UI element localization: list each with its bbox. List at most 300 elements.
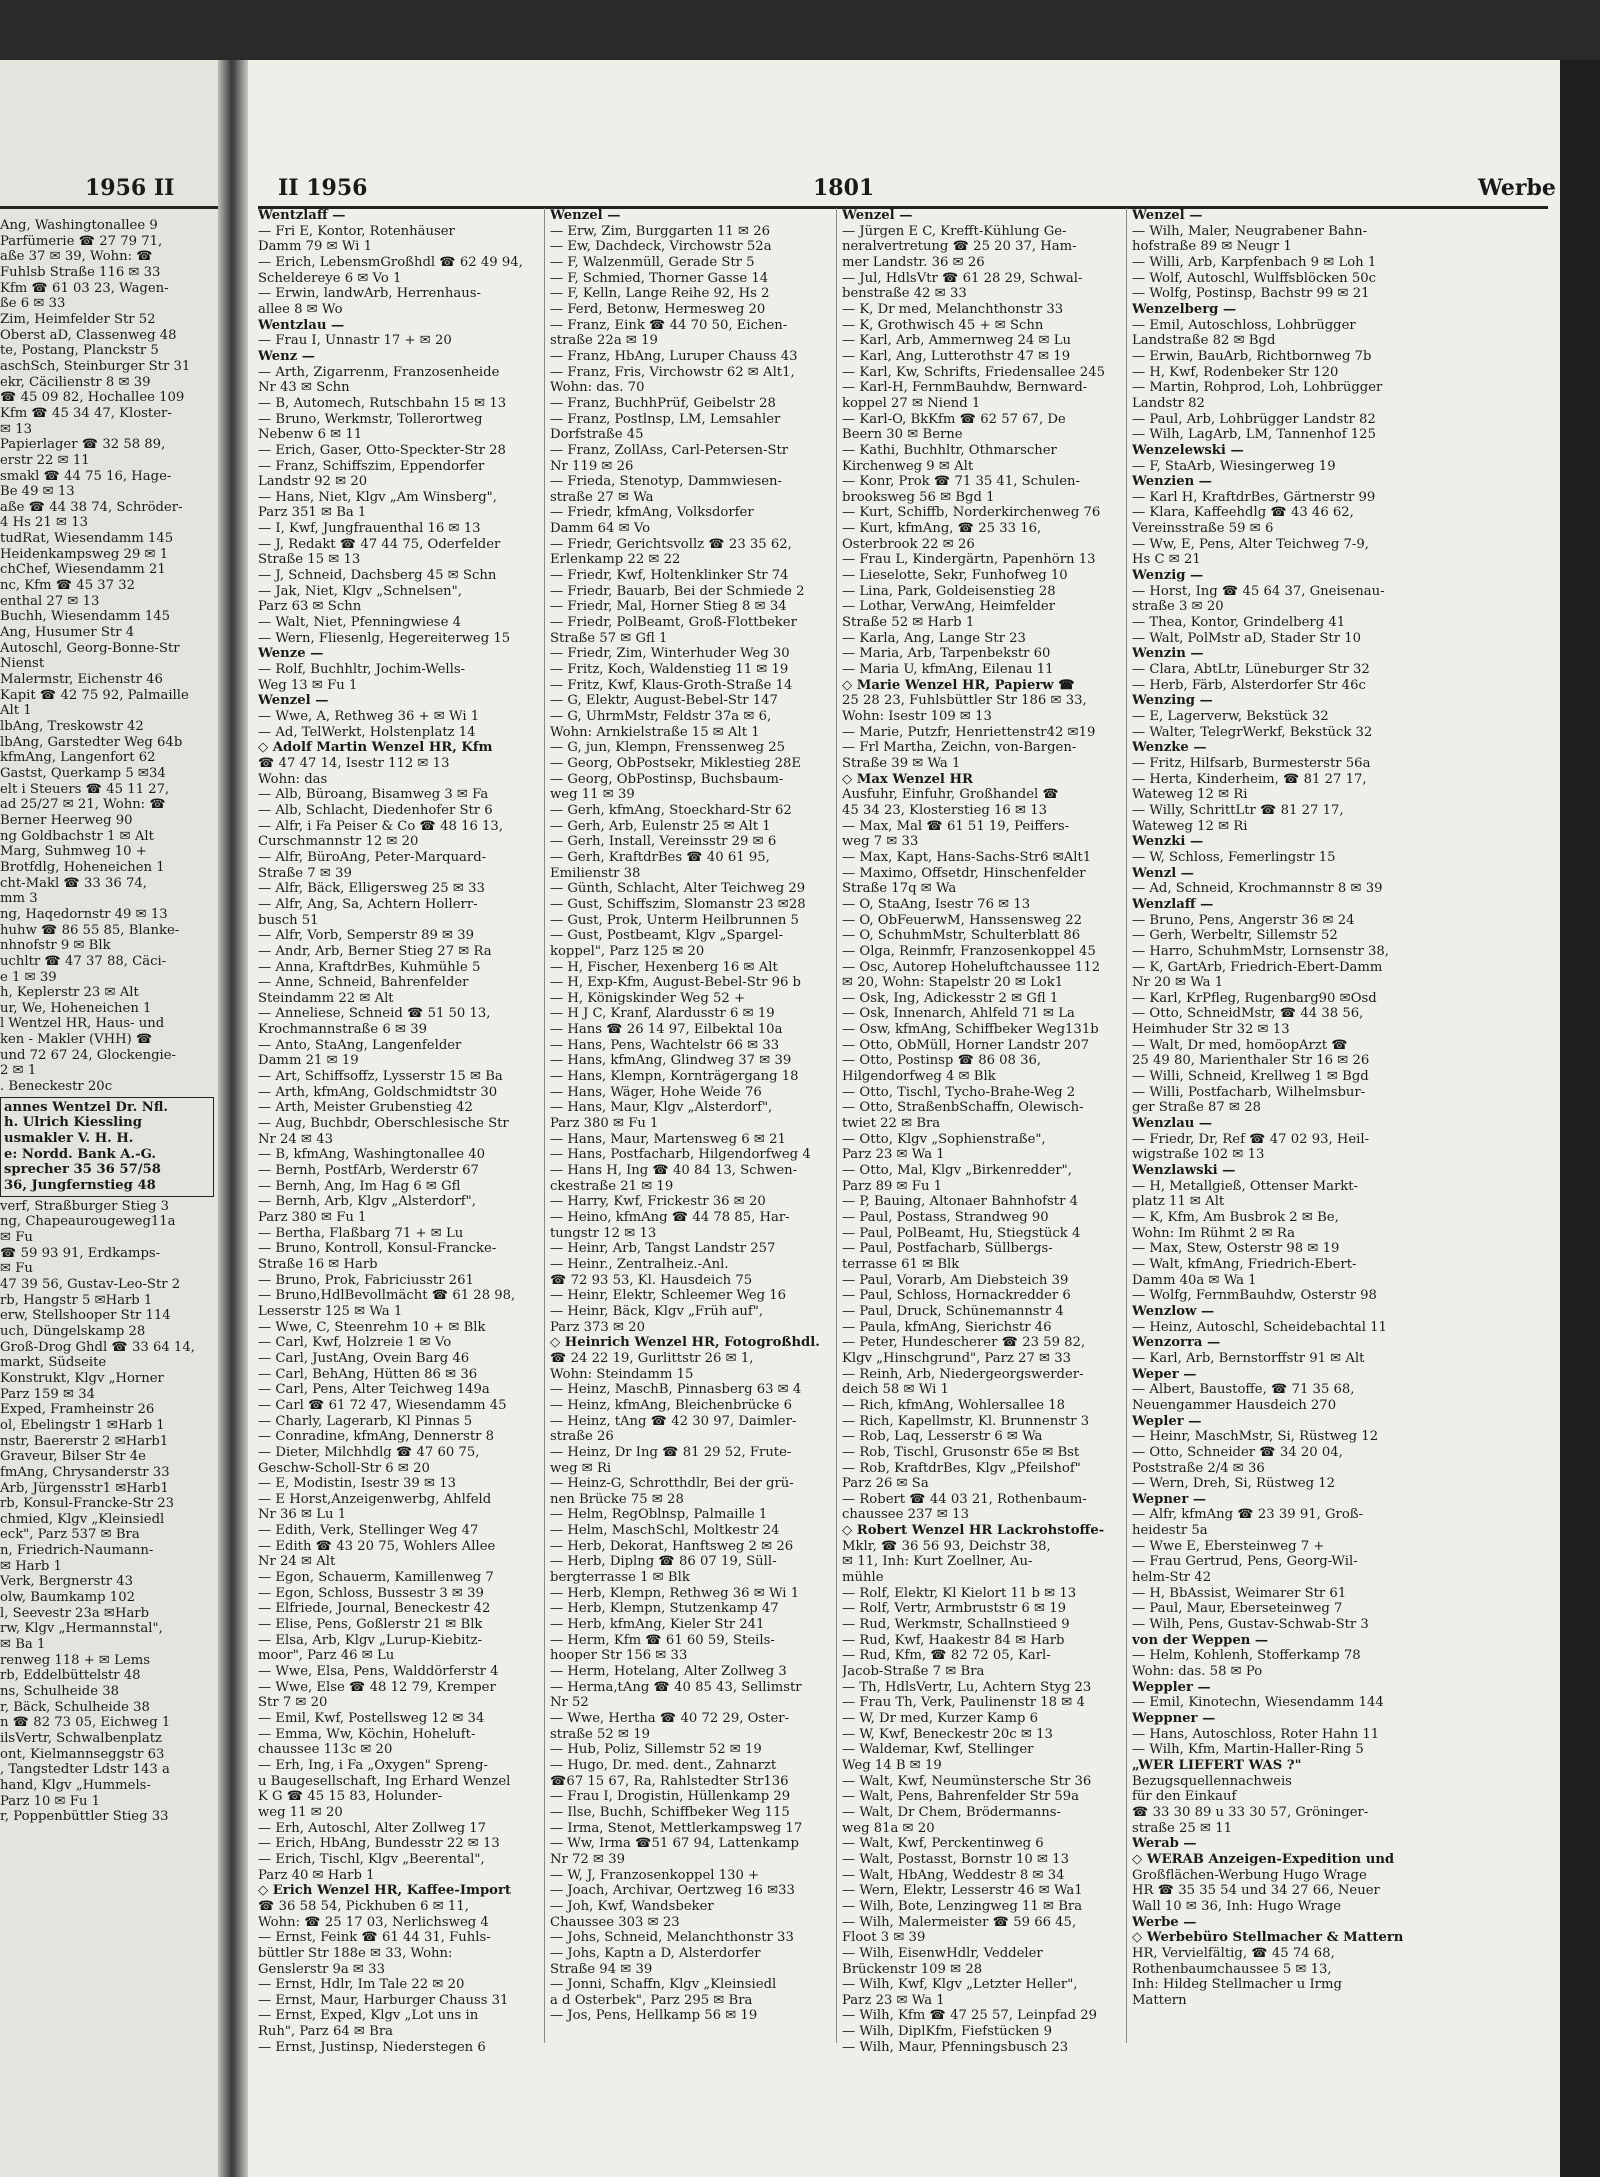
directory-entry-line: weg 7 ✉ 33 (842, 834, 919, 850)
page-number: 1801 (813, 175, 875, 201)
directory-entry-line: Dorfstraße 45 (550, 427, 644, 443)
directory-entry-line: — Ad, Schneid, Krochmannstr 8 ✉ 39 (1132, 881, 1383, 897)
directory-entry-line: markt, Südseite (0, 1355, 107, 1371)
directory-entry-line: rb, Konsul-Francke-Str 23 (0, 1496, 175, 1512)
directory-entry-line: ☎ 45 09 82, Hochallee 109 (0, 390, 185, 406)
directory-entry-line: platz 11 ✉ Alt (1132, 1194, 1225, 1210)
directory-entry-line: — Max, Mal ☎ 61 51 19, Peiffers- (842, 818, 1070, 834)
directory-entry-line: — Willy, SchrittLtr ☎ 81 27 17, (1132, 802, 1344, 818)
directory-entry-line: mer Landstr. 36 ✉ 26 (842, 254, 985, 270)
directory-entry-line: — Rich, kfmAng, Wohlersallee 18 (842, 1397, 1066, 1413)
directory-entry-line: — Walt, Kwf, Perckentinweg 6 (842, 1836, 1044, 1852)
directory-entry-line: mm 3 (0, 891, 38, 907)
column-4 (1132, 208, 1418, 2008)
directory-entry-line: Osterbrook 22 ✉ 26 (842, 536, 975, 552)
directory-entry-line: — Alb, Schlacht, Diedenhofer Str 6 (258, 802, 493, 818)
directory-entry-line: Landstraße 82 ✉ Bgd (1132, 333, 1276, 349)
directory-entry-line: Hilgendorfweg 4 ✉ Blk (842, 1069, 996, 1085)
directory-entry-line: erw, Stellshooper Str 114 (0, 1308, 171, 1324)
directory-entry-line: — Helm, MaschSchl, Moltkestr 24 (550, 1523, 780, 1539)
directory-entry-line: für den Einkauf (1132, 1789, 1237, 1805)
directory-entry-line: h. Ulrich Kiessling (4, 1115, 142, 1131)
directory-entry-line: r, Poppenbüttler Stieg 33 (0, 1809, 169, 1825)
directory-entry-line: chmied, Klgv „Kleinsiedl (0, 1511, 165, 1527)
directory-entry-line: — Conradine, kfmAng, Dennerstr 8 (258, 1429, 495, 1445)
directory-entry-line: — Franz, Schiffszim, Eppendorfer (258, 458, 485, 474)
directory-entry-line: — Wern, Elektr, Lesserstr 46 ✉ Wa1 (842, 1883, 1083, 1899)
directory-entry-line: hooper Str 156 ✉ 33 (550, 1648, 688, 1664)
directory-entry-line: — Franz, ZollAss, Carl-Petersen-Str (550, 442, 789, 458)
directory-entry-line: — Bruno, Prok, Fabriciusstr 261 (258, 1272, 474, 1288)
directory-entry-line: Wohn: ☎ 25 17 03, Nerlichsweg 4 (258, 1914, 489, 1930)
directory-entry-line: — Heinr, Bäck, Klgv „Früh auf", (550, 1303, 764, 1319)
directory-entry-line: — Friedr, Dr, Ref ☎ 47 02 93, Heil- (1132, 1131, 1370, 1147)
directory-entry-line: — Heino, kfmAng ☎ 44 78 85, Har- (550, 1210, 790, 1225)
directory-entry-line: — Bernh, Ang, Im Hag 6 ✉ Gfl (258, 1178, 461, 1194)
directory-entry-line: Wenzorra — (1132, 1335, 1221, 1351)
directory-entry-line: — Emil, Kinotechn, Wiesendamm 144 (1132, 1695, 1384, 1711)
directory-entry-line: Gastst, Querkamp 5 ✉34 (0, 765, 166, 781)
directory-entry-line: — Paul, PolBeamt, Hu, Stiegstück 4 (842, 1225, 1081, 1241)
directory-entry-line: Zim, Heimfelder Str 52 (0, 311, 156, 327)
directory-entry-line: Rothenbaumchaussee 5 ✉ 13, (1132, 1961, 1332, 1977)
directory-entry-line: ilsVertr, Schwalbenplatz (0, 1731, 162, 1746)
directory-entry-line: 45 34 23, Klosterstieg 16 ✉ 13 (842, 802, 1048, 818)
column-divider-3 (1126, 208, 1127, 2043)
directory-entry-line: — Gust, Prok, Unterm Heilbrunnen 5 (550, 912, 799, 928)
directory-entry-line: Wepler — (1132, 1413, 1202, 1429)
directory-entry-line: — Heinz, kfmAng, Bleichenbrücke 6 (550, 1397, 793, 1413)
directory-entry-line: — O, ObFeuerwM, Hanssensweg 22 (842, 912, 1083, 928)
directory-entry-line: — Rob, Tischl, Grusonstr 65e ✉ Bst (842, 1444, 1080, 1460)
directory-entry-line: — Paul, Arb, Lohbrügger Landstr 82 (1132, 411, 1376, 427)
directory-entry-line: — W, Schloss, Femerlingstr 15 (1132, 849, 1336, 865)
directory-entry-line: Lesserstr 125 ✉ Wa 1 (258, 1303, 403, 1319)
directory-entry-line: — H, Metallgieß, Ottenser Markt- (1132, 1178, 1359, 1194)
directory-entry-line: — Otto, SchneidMstr, ☎ 44 38 56, (1132, 1006, 1364, 1022)
directory-entry-line: Bezugsquellennachweis (1132, 1773, 1292, 1789)
directory-entry-line: Vereinsstraße 59 ✉ 6 (1132, 521, 1274, 537)
directory-entry-line: twiet 22 ✉ Bra (842, 1116, 941, 1132)
directory-entry-line: — Edith ☎ 43 20 75, Wohlers Allee (258, 1538, 496, 1554)
directory-entry-line: neralvertretung ☎ 25 20 37, Ham- (842, 239, 1077, 255)
directory-entry-line: Parz 351 ✉ Ba 1 (258, 505, 367, 521)
directory-entry-line: — Franz, Postlnsp, LM, Lemsahler (550, 411, 781, 427)
directory-entry-line: ✉ Ba 1 (0, 1637, 46, 1653)
directory-entry-line: — Arth, Zigarrenm, Franzosenheide (258, 364, 500, 380)
directory-entry-line: chaussee 237 ✉ 13 (842, 1507, 969, 1523)
directory-entry-line: — Erh, Ing, i Fa „Oxygen" Spreng- (258, 1757, 488, 1773)
directory-entry-line: — Lothar, VerwAng, Heimfelder (842, 599, 1056, 615)
directory-entry-line: Nr 119 ✉ 26 (550, 458, 634, 474)
directory-entry-line: — Herb, Klempn, Stutzenkamp 47 (550, 1601, 779, 1617)
directory-entry-line: Genslerstr 9a ✉ 33 (258, 1961, 385, 1977)
directory-entry-line: enthal 27 ✉ 13 (0, 593, 100, 609)
directory-entry-line: Weper — (1132, 1366, 1197, 1382)
directory-entry-line: — Hans, Maur, Martensweg 6 ✉ 21 (550, 1131, 786, 1147)
directory-entry-line: Wenzel — (258, 693, 329, 709)
directory-entry-line: Floot 3 ✉ 39 (842, 1930, 926, 1946)
directory-entry-line: — Jul, HdlsVtr ☎ 61 28 29, Schwal- (842, 270, 1083, 286)
directory-entry-line: — Jos, Pens, Hellkamp 56 ✉ 19 (550, 2008, 758, 2024)
directory-entry-line: ◇ Erich Wenzel HR, Kaffee-Import (258, 1883, 512, 1899)
directory-entry-line: 25 49 80, Marienthaler Str 16 ✉ 26 (1132, 1053, 1370, 1069)
column-divider-2 (836, 208, 837, 2043)
directory-entry-line: ☎ 36 58 54, Pickhuben 6 ✉ 11, (258, 1898, 469, 1914)
directory-entry-line: — Wilh, Kfm ☎ 47 25 57, Leinpfad 29 (842, 2008, 1098, 2024)
directory-entry-line: — Karl-H, FernmBauhdw, Bernward- (842, 380, 1088, 396)
directory-entry-line: — Bruno, Kontroll, Konsul-Francke- (258, 1241, 497, 1257)
directory-entry-line: — Hans, Autoschloss, Roter Hahn 11 (1132, 1726, 1380, 1742)
directory-entry-line: nhnofstr 9 ✉ Blk (0, 938, 111, 954)
directory-entry-line: u Baugesellschaft, Ing Erhard Wenzel (258, 1773, 511, 1789)
directory-entry-line: ng Goldbachstr 1 ✉ Alt (0, 828, 154, 844)
directory-entry-line: — Bernh, PostfArb, Werderstr 67 (258, 1163, 479, 1179)
directory-entry-line: Weppler — (1132, 1679, 1211, 1695)
directory-entry-line: — Max, Kapt, Hans-Sachs-Str6 ✉Alt1 (842, 849, 1092, 865)
directory-entry-line: — Bruno, Werkmstr, Tollerortweg (258, 411, 483, 427)
directory-entry-line: Parz 26 ✉ Sa (842, 1476, 929, 1492)
directory-entry-line: Malermstr, Eichenstr 46 (0, 672, 163, 688)
directory-entry-line: — Wilh, DiplKfm, Fiefstücken 9 (842, 2024, 1052, 2040)
directory-entry-line: weg 11 ✉ 39 (550, 787, 635, 803)
directory-entry-line: ✉ 13 (0, 421, 33, 437)
directory-entry-line: — Anto, StaAng, Langenfelder (258, 1037, 462, 1053)
directory-entry-line: — Paula, kfmAng, Sierichstr 46 (842, 1319, 1052, 1335)
directory-entry-line: — Carl, JustAng, Ovein Barg 46 (258, 1350, 470, 1366)
directory-entry-line: — Osk, Innenarch, Ahlfeld 71 ✉ La (842, 1006, 1075, 1022)
directory-entry-line: h, Keplerstr 23 ✉ Alt (0, 985, 139, 1001)
directory-entry-line: — Herb, Färb, Alsterdorfer Str 46c (1132, 677, 1366, 693)
directory-entry-line: nen Brücke 75 ✉ 28 (550, 1491, 684, 1507)
directory-entry-line: Scheldereye 6 ✉ Vo 1 (258, 270, 402, 286)
directory-entry-line: Straße 57 ✉ Gfl 1 (550, 630, 668, 646)
directory-entry-line: Kapit ☎ 42 75 92, Palmaille (0, 687, 189, 703)
directory-entry-line: Wohn: Isestr 109 ✉ 13 (842, 709, 992, 724)
directory-entry-line: — Maximo, Offsetdr, Hinschenfelder (842, 865, 1086, 881)
directory-entry-line: — Herma,tAng ☎ 40 85 43, Sellimstr (550, 1679, 802, 1695)
directory-entry-line: — Johs, Schneid, Melanchthonstr 33 (550, 1930, 794, 1946)
directory-entry-line: — Ernst, Hdlr, Im Tale 22 ✉ 20 (258, 1977, 465, 1993)
column-1 (258, 208, 538, 2055)
directory-entry-line: — Rolf, Elektr, Kl Kielort 11 b ✉ 13 (842, 1585, 1077, 1601)
directory-entry-line: — Heinr, MaschMstr, Si, Rüstweg 12 (1132, 1429, 1379, 1445)
directory-entry-line: — Friedr, Bauarb, Bei der Schmiede 2 (550, 583, 805, 599)
directory-entry-line: weg ✉ Ri (550, 1460, 612, 1476)
directory-entry-line: — Herm, Hotelang, Alter Zollweg 3 (550, 1664, 787, 1680)
directory-entry-line: — Emil, Kwf, Postellsweg 12 ✉ 34 (258, 1711, 485, 1726)
directory-entry-line: fmAng, Chrysanderstr 33 (0, 1464, 170, 1480)
directory-entry-line: deich 58 ✉ Wi 1 (842, 1382, 949, 1398)
directory-entry-line: — Erich, Gaser, Otto-Speckter-Str 28 (258, 442, 506, 458)
directory-entry-line: — Ernst, Maur, Harburger Chauss 31 (258, 1992, 509, 2008)
directory-entry-line: 36, Jungfernstieg 48 (4, 1178, 156, 1194)
directory-entry-line: — Alfr, Vorb, Semperstr 89 ✉ 39 (258, 928, 475, 944)
directory-entry-line: ol, Ebelingstr 1 ✉Harb 1 (0, 1417, 165, 1433)
directory-entry-line: — Walter, TelegrWerkf, Bekstück 32 (1132, 724, 1373, 740)
directory-entry-line: Damm 79 ✉ Wi 1 (258, 239, 372, 255)
directory-entry-line: — Hans, Wäger, Hohe Weide 76 (550, 1084, 762, 1100)
directory-entry-line: Damm 64 ✉ Vo (550, 521, 651, 537)
directory-entry-line: — Otto, Mal, Klgv „Birkenredder", (842, 1163, 1072, 1179)
directory-entry-line: e 1 ✉ 39 (0, 969, 57, 985)
directory-entry-line: brooksweg 56 ✉ Bgd 1 (842, 489, 995, 505)
directory-entry-line: Wateweg 12 ✉ Ri (1132, 818, 1248, 834)
directory-entry-line: Straße 94 ✉ 39 (550, 1961, 653, 1977)
directory-entry-line: ng, Chapeaurougeweg11a (0, 1214, 176, 1230)
directory-entry-line: — Hans, Klempn, Kornträgergang 18 (550, 1069, 799, 1085)
directory-entry-line: — J, Redakt ☎ 47 44 75, Oderfelder (258, 536, 501, 552)
directory-entry-line: aschSch, Steinburger Str 31 (0, 358, 191, 374)
directory-entry-line: — Paul, Druck, Schünemannstr 4 (842, 1303, 1064, 1319)
directory-entry-line: — Alfr, BüroAng, Peter-Marquard- (258, 849, 487, 865)
directory-entry-line: — Alfr, Ang, Sa, Achtern Hollerr- (258, 896, 478, 912)
directory-entry-line: cht-Makl ☎ 33 36 74, (0, 875, 147, 891)
directory-entry-line: — Franz, BuchhPrüf, Geibelstr 28 (550, 395, 776, 411)
directory-entry-line: — Anna, KraftdrBes, Kuhmühle 5 (258, 959, 481, 975)
directory-entry-line: Werbe — (1132, 1914, 1197, 1930)
directory-entry-line: Straße 17q ✉ Wa (842, 881, 957, 897)
directory-entry-line: — Hans H, Ing ☎ 40 84 13, Schwen- (550, 1163, 798, 1179)
directory-entry-line: — Anneliese, Schneid ☎ 51 50 13, (258, 1006, 491, 1022)
directory-entry-line: — Heinr, Arb, Tangst Landstr 257 (550, 1241, 776, 1257)
directory-entry-line: — W, Kwf, Beneckestr 20c ✉ 13 (842, 1726, 1053, 1742)
directory-entry-line: Weg 13 ✉ Fu 1 (258, 677, 358, 693)
directory-entry-line: Parz 40 ✉ Harb 1 (258, 1867, 375, 1883)
directory-entry-line: Ruh", Parz 64 ✉ Bra (258, 2024, 394, 2040)
directory-entry-line: — Emma, Ww, Köchin, Hoheluft- (258, 1726, 476, 1742)
directory-entry-line: Heimhuder Str 32 ✉ 13 (1132, 1022, 1290, 1038)
directory-entry-line: — Georg, ObPostinsp, Buchsbaum- (550, 771, 784, 787)
directory-entry-line: — Paul, Schloss, Hornackredder 6 (842, 1288, 1071, 1304)
directory-entry-line: — Rud, Werkmstr, Schallnstieed 9 (842, 1617, 1070, 1633)
directory-entry-line: — Franz, Fris, Virchowstr 62 ✉ Alt1, (550, 364, 795, 380)
directory-entry-line: — Walt, Dr med, homöopArzt ☎ (1132, 1037, 1348, 1053)
directory-entry-line: Wenze — (258, 646, 324, 662)
page-edge-shadow (1560, 60, 1600, 2177)
directory-entry-line: ◇ WERAB Anzeigen-Expedition und (1132, 1851, 1395, 1867)
directory-entry-line: 25 28 23, Fuhlsbüttler Str 186 ✉ 33, (842, 693, 1087, 709)
directory-entry-line: — Heinr., Zentralheiz.-Anl. (550, 1256, 729, 1272)
directory-entry-line: eck", Parz 537 ✉ Bra (0, 1527, 140, 1543)
directory-entry-line: — Karl-O, BkKfm ☎ 62 57 67, De (842, 411, 1066, 427)
directory-entry-line: Poststraße 2/4 ✉ 36 (1132, 1460, 1265, 1476)
directory-entry-line: — Friedr, Gerichtsvollz ☎ 23 35 62, (550, 536, 792, 552)
directory-entry-line: — Peter, Hundescherer ☎ 23 59 82, (842, 1335, 1086, 1351)
directory-entry-line: — Erwin, BauArb, Richtbornweg 7b (1132, 348, 1372, 364)
directory-entry-line: Wenzel — (550, 208, 621, 223)
directory-entry-line: kfmAng, Langenfort 62 (0, 750, 156, 766)
directory-entry-line: Werab — (1132, 1836, 1197, 1852)
directory-entry-line: ✉ Harb 1 (0, 1558, 62, 1574)
directory-entry-line: Wohn: Im Rühmt 2 ✉ Ra (1132, 1225, 1295, 1241)
directory-entry-line: Wenzlau — (1132, 1116, 1213, 1132)
directory-entry-line: Straße 16 ✉ Harb (258, 1256, 378, 1272)
directory-entry-line: — Bruno,HdlBevollmächt ☎ 61 28 98, (258, 1288, 516, 1304)
directory-entry-line: weg 11 ✉ 20 (258, 1804, 343, 1820)
directory-entry-line: HR, Vervielfältig, ☎ 45 74 68, (1132, 1945, 1335, 1961)
directory-entry-line: — Harro, SchuhmMstr, Lornsenstr 38, (1132, 943, 1389, 959)
directory-entry-line: „WER LIEFERT WAS ?" (1132, 1757, 1302, 1773)
directory-entry-line: — Friedr, kfmAng, Volksdorfer (550, 505, 754, 521)
directory-entry-line: Wenzlawski — (1132, 1163, 1236, 1179)
directory-entry-line: — Gerh, Install, Vereinsstr 29 ✉ 6 (550, 834, 777, 850)
directory-entry-line: — Wilh, EisenwHdlr, Veddeler (842, 1945, 1043, 1961)
directory-entry-line: Parz 10 ✉ Fu 1 (0, 1793, 101, 1809)
directory-entry-line: terrasse 61 ✉ Blk (842, 1256, 960, 1272)
directory-entry-line: — Marie, Putzfr, Henriettenstr42 ✉19 (842, 724, 1096, 740)
directory-entry-line: — Ernst, Feink ☎ 61 44 31, Fuhls- (258, 1930, 491, 1946)
directory-entry-line: — Osk, Ing, Adickesstr 2 ✉ Gfl 1 (842, 990, 1059, 1006)
directory-entry-line: — Gust, Schiffszim, Slomanstr 23 ✉28 (550, 896, 806, 912)
directory-entry-line: mühle (842, 1570, 884, 1586)
directory-entry-line: — Wwe, Hertha ☎ 40 72 29, Oster- (550, 1711, 790, 1726)
directory-entry-line: Nr 24 ✉ Alt (258, 1554, 336, 1570)
directory-entry-line: r, Bäck, Schulheide 38 (0, 1699, 150, 1715)
directory-entry-line: Wenzing — (1132, 693, 1213, 709)
directory-entry-line: — Günth, Schlacht, Alter Teichweg 29 (550, 881, 806, 897)
directory-entry-line: hofstraße 89 ✉ Neugr 1 (1132, 239, 1292, 255)
directory-entry-line: — Bernh, Arb, Klgv „Alsterdorf", (258, 1194, 476, 1210)
directory-entry-line: ns, Schulheide 38 (0, 1684, 120, 1700)
column-2 (550, 208, 820, 2024)
directory-entry-line: — Thea, Kontor, Grindelberg 41 (1132, 615, 1346, 631)
directory-entry-line: — Herb, Klempn, Rethweg 36 ✉ Wi 1 (550, 1585, 800, 1601)
directory-entry-line: ont, Kielmannseggstr 63 (0, 1746, 165, 1762)
directory-entry-line: Wentzlaff — (258, 208, 346, 223)
directory-entry-line: chChef, Wiesendamm 21 (0, 562, 166, 578)
directory-entry-line: busch 51 (258, 912, 319, 928)
directory-entry-line: — Friedr, PolBeamt, Groß-Flottbeker (550, 615, 797, 631)
directory-entry-line: — Heinr, Elektr, Schleemer Weg 16 (550, 1288, 787, 1304)
directory-entry-line: — Heinz, Dr Ing ☎ 81 29 52, Frute- (550, 1444, 792, 1460)
directory-entry-line: Damm 40a ✉ Wa 1 (1132, 1272, 1257, 1288)
directory-entry-line: — Franz, Eink ☎ 44 70 50, Eichen- (550, 317, 788, 333)
directory-entry-line: — Andr, Arb, Berner Stieg 27 ✉ Ra (258, 943, 492, 959)
directory-entry-line: usmakler V. H. H. (4, 1131, 134, 1147)
directory-entry-line: Wenzlaff — (1132, 896, 1214, 912)
directory-entry-line: Papierlager ☎ 32 58 89, (0, 437, 166, 453)
directory-entry-line: — E, Lagerverw, Bekstück 32 (1132, 709, 1329, 724)
directory-entry-line: Wenzlow — (1132, 1303, 1215, 1319)
directory-entry-line: — Martin, Rohprod, Loh, Lohbrügger (1132, 380, 1383, 396)
directory-entry-line: . Beneckestr 20c (0, 1079, 113, 1095)
directory-entry-line: — Rud, Kwf, Haakestr 84 ✉ Harb (842, 1632, 1065, 1648)
directory-entry-line: und 72 67 24, Glockengie- (0, 1047, 177, 1063)
directory-entry-line: — Walt, Pens, Bahrenfelder Str 59a (842, 1789, 1080, 1805)
directory-entry-line: — Erich, Tischl, Klgv „Beerental", (258, 1851, 485, 1867)
directory-entry-line: — Konr, Prok ☎ 71 35 41, Schulen- (842, 474, 1080, 490)
directory-entry-line: rw, Klgv „Hermannstal", (0, 1621, 163, 1637)
directory-entry-line: Wenzig — (1132, 568, 1204, 584)
directory-entry-line: straße 22a ✉ 19 (550, 333, 658, 349)
directory-entry-line: ☎ 33 30 89 u 33 30 57, Gröninger- (1132, 1804, 1369, 1820)
directory-entry-line: — Wolf, Autoschl, Wulffsblöcken 50c (1132, 270, 1376, 286)
directory-entry-line: Neuengammer Hausdeich 270 (1132, 1397, 1337, 1413)
directory-entry-line: aße 37 ✉ 39, Wohn: ☎ (0, 249, 153, 265)
directory-entry-line: Wenz — (258, 348, 315, 364)
directory-entry-line: Landstr 92 ✉ 20 (258, 474, 368, 490)
directory-entry-line: — H J C, Kranf, Alardusstr 6 ✉ 19 (550, 1006, 775, 1022)
directory-entry-line: — Otto, Klgv „Sophienstraße", (842, 1131, 1046, 1147)
directory-entry-line: straße 25 ✉ 11 (1132, 1820, 1233, 1836)
directory-entry-line: — Elise, Pens, Goßlerstr 21 ✉ Blk (258, 1617, 483, 1633)
directory-entry-line: olw, Baumkamp 102 (0, 1590, 135, 1606)
directory-entry-line: — Frau Gertrud, Pens, Georg-Wil- (1132, 1554, 1358, 1570)
directory-entry-line: Wenzel — (1132, 208, 1203, 223)
directory-entry-line: Parfümerie ☎ 27 79 71, (0, 233, 163, 249)
directory-entry-line: — Wilh, Bote, Lenzingweg 11 ✉ Bra (842, 1898, 1083, 1914)
directory-entry-line: — Walt, Kwf, Neumünstersche Str 36 (842, 1773, 1092, 1789)
directory-entry-line: — Rud, Kfm, ☎ 82 72 05, Karl- (842, 1648, 1051, 1664)
directory-entry-line: Wohn: Steindamm 15 (550, 1366, 694, 1382)
directory-entry-line: Straße 7 ✉ 39 (258, 865, 352, 881)
directory-entry-line: — Frau I, Drogistin, Hüllenkamp 29 (550, 1789, 791, 1805)
directory-entry-line: ad 25/27 ✉ 21, Wohn: ☎ (0, 797, 166, 813)
directory-entry-line: — Gerh, KraftdrBes ☎ 40 61 95, (550, 849, 770, 865)
directory-entry-line: Wohn: das (258, 771, 328, 787)
directory-entry-line: — Anne, Schneid, Bahrenfelder (258, 975, 469, 991)
directory-entry-line: Fuhlsb Straße 116 ✉ 33 (0, 264, 161, 280)
directory-entry-line: — Frieda, Stenotyp, Dammwiesen- (550, 474, 782, 490)
directory-entry-line: lbAng, Treskowstr 42 (0, 719, 144, 734)
directory-entry-line: ◇ Adolf Martin Wenzel HR, Kfm (258, 740, 493, 756)
directory-entry-line: — H, Kwf, Rodenbeker Str 120 (1132, 364, 1339, 380)
directory-entry-line: Str 7 ✉ 20 (258, 1695, 328, 1711)
directory-entry-line: Chaussee 303 ✉ 23 (550, 1914, 680, 1930)
directory-entry-line: — Kathi, Buchhltr, Othmarscher (842, 442, 1057, 458)
directory-entry-line: — Erw, Zim, Burggarten 11 ✉ 26 (550, 223, 771, 239)
directory-entry-line: uchltr ☎ 47 37 88, Cäci- (0, 953, 167, 969)
directory-entry-line: — K, GartArb, Friedrich-Ebert-Damm (1132, 959, 1383, 975)
directory-entry-line: — Joach, Archivar, Oertzweg 16 ✉33 (550, 1883, 795, 1899)
directory-entry-line: Straße 39 ✉ Wa 1 (842, 755, 961, 771)
directory-entry-line: — Friedr, Zim, Winterhuder Weg 30 (550, 646, 790, 662)
directory-entry-line: — Herm, Kfm ☎ 61 60 59, Steils- (550, 1632, 775, 1648)
directory-entry-line: — Rob, KraftdrBes, Klgv „Pfeilshof" (842, 1460, 1081, 1476)
directory-entry-line: — H, BbAssist, Weimarer Str 61 (1132, 1585, 1347, 1601)
directory-entry-line: 4 Hs 21 ✉ 13 (0, 515, 89, 531)
directory-entry-line: — Wilh, Maur, Pfenningsbusch 23 (842, 2039, 1069, 2055)
directory-entry-line: — Helm, Kohlenh, Stofferkamp 78 (1132, 1648, 1361, 1664)
directory-entry-line: Wenzel — (842, 208, 913, 223)
directory-entry-line: — Friedr, Kwf, Holtenklinker Str 74 (550, 568, 789, 584)
directory-entry-line: — Wern, Dreh, Si, Rüstweg 12 (1132, 1476, 1336, 1492)
directory-entry-line: — Edith, Verk, Stellinger Weg 47 (258, 1523, 479, 1539)
directory-entry-line: — Paul, Maur, Eberseteinweg 7 (1132, 1601, 1343, 1617)
directory-entry-line: uch, Düngelskamp 28 (0, 1323, 146, 1339)
directory-entry-line: Wenzien — (1132, 474, 1212, 490)
directory-entry-line: — Egon, Schloss, Bussestr 3 ✉ 39 (258, 1585, 484, 1601)
directory-entry-line: elt i Steuers ☎ 45 11 27, (0, 781, 170, 797)
directory-entry-line: l Wentzel HR, Haus- und (0, 1016, 165, 1032)
directory-entry-line: Konstrukt, Klgv „Horner (0, 1370, 164, 1386)
directory-entry-line: straße 3 ✉ 20 (1132, 599, 1224, 615)
directory-entry-line: Oberst aD, Classenweg 48 (0, 327, 177, 343)
directory-entry-line: — Klara, Kaffeehdlg ☎ 43 46 62, (1132, 505, 1354, 521)
directory-entry-line: von der Weppen — (1132, 1632, 1269, 1648)
directory-entry-line: — Paul, Postfacharb, Süllbergs- (842, 1241, 1053, 1257)
directory-entry-line: — Bruno, Pens, Angerstr 36 ✉ 24 (1132, 912, 1355, 928)
directory-entry-line: Kfm ☎ 45 34 47, Kloster- (0, 405, 172, 421)
directory-entry-line: Großflächen-Werbung Hugo Wrage (1132, 1867, 1367, 1883)
directory-entry-line: — Wwe, A, Rethweg 36 + ✉ Wi 1 (258, 709, 480, 724)
directory-entry-line: — Paul, Postass, Strandweg 90 (842, 1210, 1049, 1225)
directory-entry-line: — Rob, Laq, Lesserstr 6 ✉ Wa (842, 1429, 1043, 1445)
directory-entry-line: — Aug, Buchbdr, Oberschlesische Str (258, 1116, 509, 1132)
page-running-head: Werbe (1478, 175, 1556, 201)
directory-entry-line: — Fritz, Koch, Waldenstieg 11 ✉ 19 (550, 662, 789, 678)
